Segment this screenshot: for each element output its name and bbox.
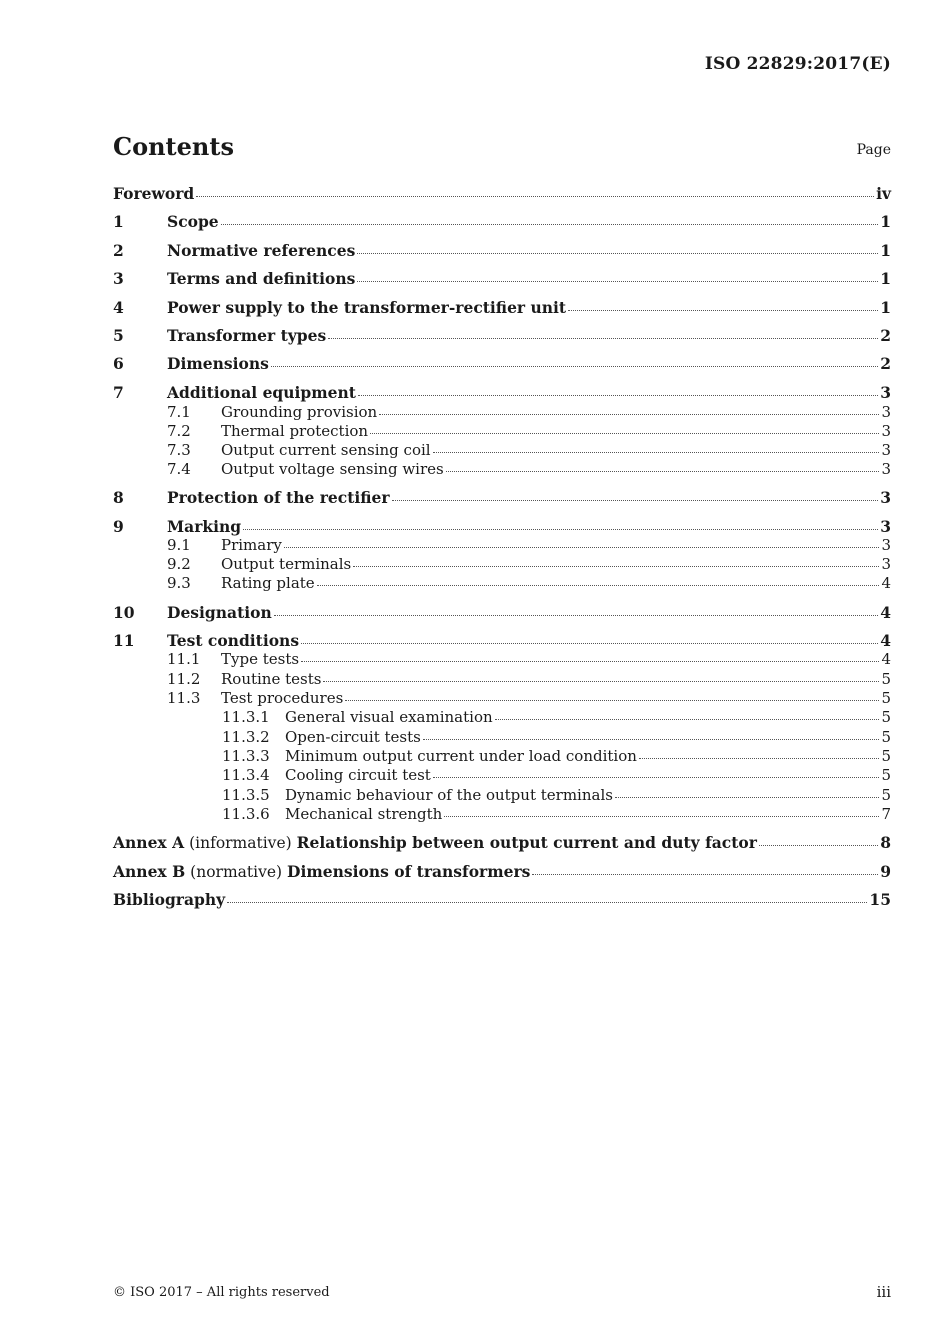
toc-entry-page: 3 [881,422,891,440]
toc-entry-page: 3 [880,517,891,536]
toc-entry-page: iv [876,184,891,203]
toc-dot-leader [433,451,880,453]
toc-entry-page: 4 [880,603,891,622]
toc-dot-leader [639,757,880,759]
toc-entry-page: 3 [881,441,891,459]
toc-entry[interactable] [113,892,891,908]
toc-entry-title: Output current sensing coil [221,441,431,459]
toc-entry-title: Minimum output current under load condition [285,747,637,765]
toc-entry-page: 3 [881,555,891,573]
toc-entry-page: 3 [881,403,891,421]
toc-entry-page: 4 [881,574,891,592]
toc-entry-page: 5 [881,728,891,746]
toc-entry[interactable] [167,691,891,706]
toc-entry-number: 2 [113,241,124,260]
toc-entry[interactable] [113,605,891,621]
toc-entry-number: 11 [113,631,135,650]
toc-entry[interactable] [113,490,891,506]
toc-entry-number: 11.2 [167,670,201,688]
toc-entry-page: 1 [880,241,891,260]
toc-dot-leader [353,565,879,567]
page-column-label: Page [856,142,891,158]
footer-page-number: iii [876,1283,891,1301]
toc-dot-leader [317,584,880,586]
toc-entry-number: 5 [113,326,124,345]
toc-entry-number: 11.3.2 [222,728,270,746]
toc-entry-title: Routine tests [221,670,322,688]
toc-entry-number: 7.1 [167,403,191,421]
toc-entry-page: 4 [881,650,891,668]
toc-entry-page: 5 [881,747,891,765]
toc-entry-title: Bibliography [113,890,226,909]
toc-dot-leader [379,413,879,415]
toc-dot-leader [271,365,878,367]
toc-entry-page: 5 [881,786,891,804]
toc-entry-page: 5 [881,670,891,688]
toc-entry-number: 11.3.5 [222,786,270,804]
toc-entry-title: Protection of the rectifier [167,488,390,507]
toc-entry-number: 7.4 [167,460,191,478]
toc-entry[interactable] [113,385,891,401]
toc-entry[interactable] [167,557,891,572]
toc-entry-title: Marking [167,517,242,536]
toc-entry-title: Open-circuit tests [285,728,421,746]
toc-entry-number: 3 [113,269,124,288]
toc-entry-page: 3 [881,460,891,478]
toc-entry-number: 7.3 [167,441,191,459]
toc-dot-leader [495,718,880,720]
toc-entry-title: Type tests [221,650,300,668]
toc-entry-number: 10 [113,603,135,622]
toc-entry-title: Terms and definitions [167,269,356,288]
toc-dot-leader [221,223,879,225]
toc-dot-leader [243,528,878,530]
toc-entry-number: 9.2 [167,555,191,573]
toc-dot-leader [358,394,878,396]
toc-entry-annex-label: Annex A [113,833,185,852]
toc-entry-title: Dimensions of transformers [287,862,531,881]
toc-entry-title: General visual examination [285,708,493,726]
toc-entry[interactable] [167,424,891,439]
toc-entry-title: Relationship between output current and duty factor [296,833,757,852]
toc-entry[interactable] [113,519,891,535]
toc-entry[interactable] [167,576,891,591]
toc-entry-page: 2 [880,326,891,345]
toc-dot-leader [759,844,878,846]
contents-title: Contents [113,132,234,161]
toc-entry-page: 3 [881,536,891,554]
toc-entry-page: 9 [880,862,891,881]
toc-entry-number: 4 [113,298,124,317]
toc-entry-title: Test procedures [221,689,344,707]
toc-entry[interactable] [113,186,891,202]
toc-entry-page: 1 [880,298,891,317]
toc-entry[interactable] [222,807,891,822]
toc-entry[interactable] [167,405,891,420]
toc-entry-title: Grounding provision [221,403,378,421]
toc-entry-page: 1 [880,212,891,231]
toc-dot-leader [345,699,879,701]
toc-dot-leader [392,499,879,501]
toc-entry-title: Rating plate [221,574,315,592]
toc-entry-title: Normative references [167,241,356,260]
toc-dot-leader [444,815,879,817]
toc-entry-annex-status: (informative) [189,834,292,852]
document-id: ISO 22829:2017(E) [704,54,891,74]
toc-entry[interactable] [222,710,891,725]
toc-entry-page: 7 [881,805,891,823]
toc-dot-leader [423,738,880,740]
toc-dot-leader [274,614,878,616]
toc-entry-title: Additional equipment [167,383,356,402]
toc-dot-leader [615,796,880,798]
toc-entry[interactable] [222,749,891,764]
toc-entry-title: Transformer types [167,326,327,345]
toc-entry-title: Dynamic behaviour of the output terminals [285,786,613,804]
toc-entry-number: 9.1 [167,536,191,554]
toc-dot-leader [301,642,878,644]
toc-entry-number: 11.3.6 [222,805,270,823]
toc-entry[interactable] [167,538,891,553]
toc-entry-title: Dimensions [167,354,269,373]
toc-entry[interactable] [113,300,891,316]
toc-entry-number: 9.3 [167,574,191,592]
toc-entry[interactable] [222,788,891,803]
toc-entry[interactable] [167,672,891,687]
footer-copyright: © ISO 2017 – All rights reserved [113,1285,330,1300]
toc-entry-title: Foreword [113,184,195,203]
toc-entry[interactable] [113,835,891,852]
toc-entry-title: Mechanical strength [285,805,443,823]
toc-entry[interactable] [113,271,891,287]
toc-entry-page: 15 [869,890,891,909]
toc-entry-number: 11.1 [167,650,201,668]
toc-dot-leader [196,195,874,197]
toc-entry-number: 9 [113,517,124,536]
toc-dot-leader [446,470,880,472]
toc-entry-number: 8 [113,488,124,507]
toc-entry-page: 4 [880,631,891,650]
toc-entry-page: 8 [880,833,891,852]
toc-dot-leader [357,252,878,254]
toc-entry-page: 5 [881,689,891,707]
toc-entry[interactable] [113,633,891,649]
toc-entry[interactable] [113,243,891,259]
toc-dot-leader [328,337,878,339]
toc-dot-leader [301,660,879,662]
toc-dot-leader [284,546,880,548]
toc-dot-leader [370,432,879,434]
toc-entry-title: Output terminals [221,555,352,573]
toc-entry-number: 1 [113,212,124,231]
toc-dot-leader [227,901,867,903]
toc-entry-page: 5 [881,708,891,726]
toc-entry-number: 7.2 [167,422,191,440]
toc-entry-title: Output voltage sensing wires [221,460,444,478]
toc-entry-page: 2 [880,354,891,373]
toc-dot-leader [357,280,878,282]
toc-entry-title: Cooling circuit test [285,766,431,784]
toc-entry-title: Power supply to the transformer-rectifier unit [167,298,567,317]
toc-dot-leader [568,309,878,311]
toc-dot-leader [433,776,880,778]
toc-entry-page: 3 [880,488,891,507]
toc-entry-title: Thermal protection [221,422,369,440]
toc-entry-number: 11.3.3 [222,747,270,765]
toc-entry-page: 5 [881,766,891,784]
toc-entry-number: 11.3 [167,689,201,707]
toc-entry-title: Test conditions [167,631,300,650]
toc-entry[interactable] [167,652,891,667]
toc-entry[interactable] [167,462,891,477]
toc-entry-title: Primary [221,536,282,554]
toc-entry[interactable] [113,328,891,344]
toc-dot-leader [532,873,878,875]
toc-entry-annex-label: Annex B [113,862,186,881]
toc-entry-page: 1 [880,269,891,288]
toc-entry-number: 11.3.1 [222,708,270,726]
toc-dot-leader [323,680,879,682]
toc-entry-page: 3 [880,383,891,402]
toc-entry-annex-status: (normative) [190,863,283,881]
toc-entry-title: Scope [167,212,219,231]
toc-entry-number: 11.3.4 [222,766,270,784]
toc-entry[interactable] [222,768,891,783]
toc-entry[interactable] [113,864,891,881]
toc-entry[interactable] [222,730,891,745]
toc-entry[interactable] [167,443,891,458]
toc-entry-title: Designation [167,603,272,622]
toc-entry-number: 6 [113,354,124,373]
toc-entry-number: 7 [113,383,124,402]
toc-entry[interactable] [113,356,891,372]
toc-entry[interactable] [113,214,891,230]
